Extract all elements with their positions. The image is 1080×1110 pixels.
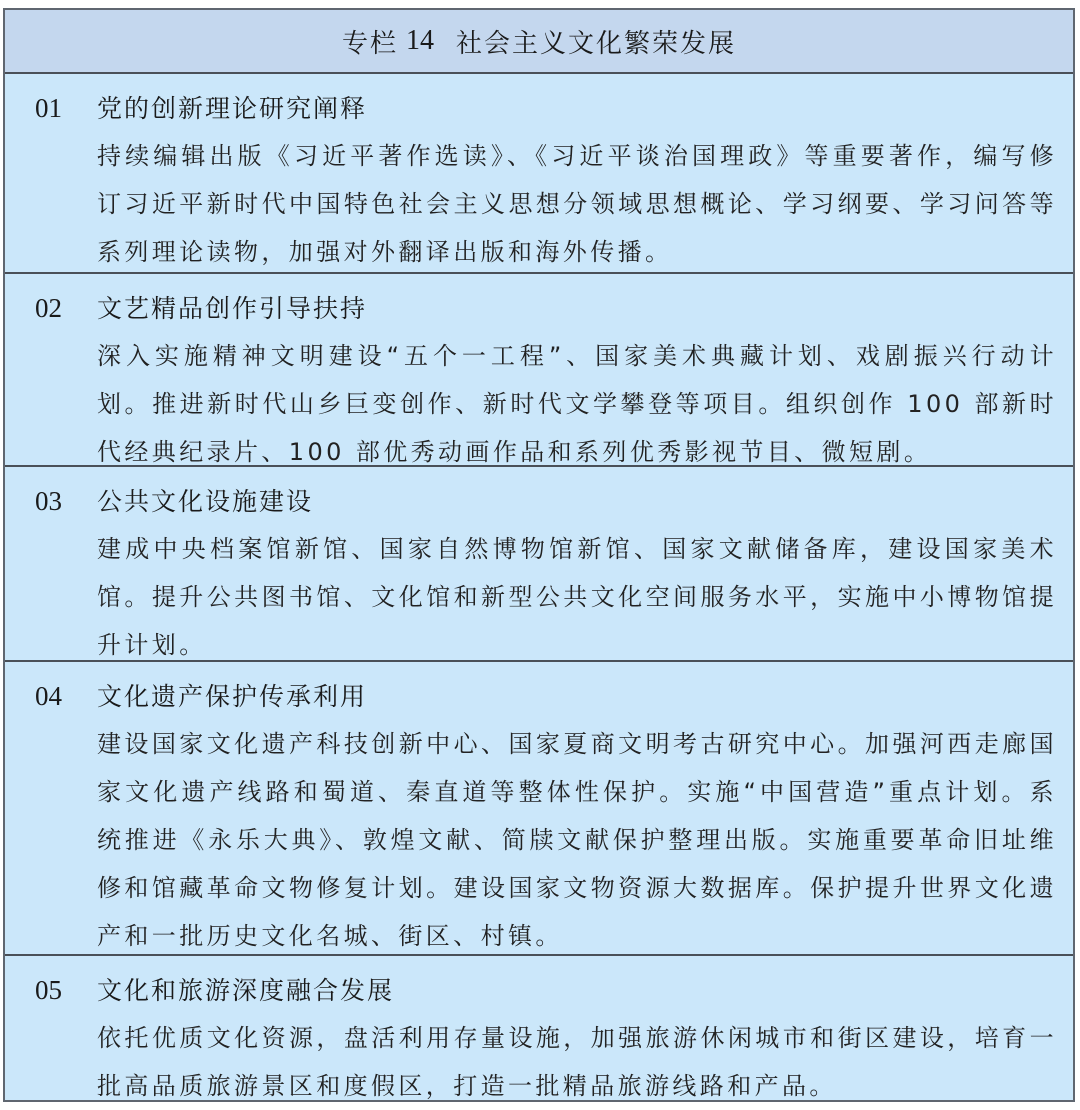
item-row-02 [5,274,1073,467]
column-header [5,10,1073,74]
item-body: 深入实施精神文明建设“五个一工程”、国家美术典藏计划、戏剧振兴行动计划。推进新时代山乡巨变创作、新时代文学攀登等项目。组织创作 100 部新时代经典纪录片、100 部优秀动画作品和系列优秀影视节目、微短剧。 [97,342,1057,466]
item-heading [35,84,1057,132]
item-number: 03 [35,486,62,516]
item-body: 建设国家文化遗产科技创新中心、国家夏商文明考古研究中心。加强河西走廊国家文化遗产线路和蜀道、秦直道等整体性保护。实施“中国营造”重点计划。系统推进《永乐大典》、敦煌文献、简牍文献保护整理出版。实施重要革命旧址维修和馆藏革命文物修复计划。建设国家文物资源大数据库。保护提升世界文化遗产和一批历史文化名城、街区、村镇。 [97,730,1057,950]
item-row-03 [5,467,1073,662]
item-title: 文艺精品创作引导扶持 [97,294,368,323]
item-heading [35,477,1057,525]
column-number: 14 [406,25,434,56]
item-title: 公共文化设施建设 [97,487,314,516]
item-number: 04 [35,681,62,711]
item-body: 依托优质文化资源，盘活利用存量设施，加强旅游休闲城市和街区建设，培育一批高品质旅游景区和度假区，打造一批精品旅游线路和产品。 [97,1024,1057,1100]
item-row-04 [5,662,1073,956]
item-number: 02 [35,293,62,323]
item-heading [35,966,1057,1014]
item-title: 文化遗产保护传承利用 [97,682,368,711]
item-heading [35,284,1057,332]
column-title: 社会主义文化繁荣发展 [456,28,737,59]
item-body: 持续编辑出版《习近平著作选读》、《习近平谈治国理政》等重要著作，编写修订习近平新时代中国特色社会主义思想分领域思想概论、学习纲要、学习问答等系列理论读物，加强对外翻译出版和海外传播。 [97,142,1057,266]
item-body: 建成中央档案馆新馆、国家自然博物馆新馆、国家文献储备库，建设国家美术馆。提升公共图书馆、文化馆和新型公共文化空间服务水平，实施中小博物馆提升计划。 [97,535,1057,659]
item-title: 党的创新理论研究阐释 [97,94,368,123]
item-row-05 [5,956,1073,1100]
column-label: 专栏 [341,28,398,59]
item-heading [35,672,1057,720]
item-row-01 [5,74,1073,274]
item-number: 01 [35,93,62,123]
column-box [3,8,1075,1102]
item-title: 文化和旅游深度融合发展 [97,976,395,1005]
item-number: 05 [35,975,62,1005]
